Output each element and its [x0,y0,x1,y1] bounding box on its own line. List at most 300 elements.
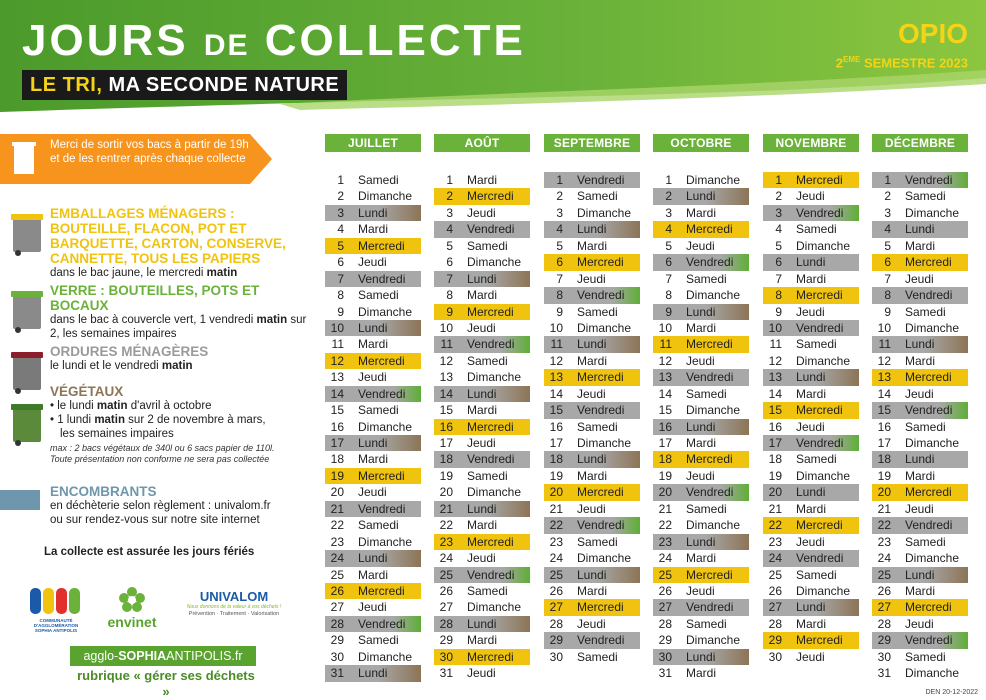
day-name: Samedi [358,403,399,418]
city-name: OPIO [897,18,968,49]
day-name: Mardi [796,386,827,401]
day-number: 10 [330,320,344,335]
day-name: Samedi [467,468,508,483]
day-row [544,172,640,188]
day-name: Lundi [905,222,935,237]
day-number: 10 [439,320,453,335]
day-name: Dimanche [577,205,632,220]
day-name: Mercredi [358,468,405,483]
day-name: Mercredi [686,337,733,352]
day-number: 16 [768,419,782,434]
day-number: 5 [446,238,453,253]
day-row [325,386,421,402]
day-number: 4 [665,222,672,237]
day-number: 8 [446,288,453,303]
day-row [872,336,968,352]
header-banner [0,0,986,120]
day-name: Jeudi [905,501,934,516]
day-number: 16 [658,419,672,434]
day-name: Lundi [686,304,716,319]
day-row [544,599,640,615]
day-number: 16 [549,419,563,434]
day-name: Lundi [358,320,388,335]
day-row [434,649,530,665]
day-name: Jeudi [467,666,496,681]
day-row [763,632,859,648]
day-row [872,320,968,336]
day-row [544,501,640,517]
day-name: Jeudi [686,468,715,483]
day-row [872,221,968,237]
day-number: 28 [330,616,344,631]
day-name: Mercredi [905,485,952,500]
day-name: Dimanche [686,403,741,418]
day-name: Vendredi [577,518,625,533]
day-name: Mercredi [905,255,952,270]
day-row [653,221,749,237]
day-number: 28 [768,616,782,631]
day-number: 4 [775,222,782,237]
day-name: Samedi [358,518,399,533]
day-name: Mardi [686,205,717,220]
day-row [872,254,968,270]
day-name: Samedi [796,222,837,237]
day-number: 9 [337,304,344,319]
green-lid-bin-icon [10,285,44,333]
day-row [544,254,640,270]
day-number: 18 [658,452,672,467]
day-row [653,583,749,599]
day-number: 26 [439,583,453,598]
day-row [325,188,421,204]
day-number: 27 [658,600,672,615]
partner-logos [28,584,288,632]
day-row [325,419,421,435]
day-name: Samedi [358,173,399,187]
day-row [325,550,421,566]
day-number: 29 [877,633,891,648]
day-row [653,451,749,467]
day-row [434,435,530,451]
day-name: Vendredi [905,173,953,187]
day-number: 2 [556,189,563,204]
day-number: 21 [658,501,672,516]
day-row [325,221,421,237]
day-number: 23 [877,534,891,549]
day-number: 12 [549,353,563,368]
day-name: Samedi [577,649,618,664]
day-number: 25 [768,567,782,582]
day-number: 14 [330,386,344,401]
day-name: Dimanche [796,583,851,598]
day-row [544,369,640,385]
day-row [653,468,749,484]
day-row [763,320,859,336]
day-row [653,320,749,336]
grey-bin-icon [10,346,44,394]
day-row [325,451,421,467]
day-number: 3 [556,205,563,220]
day-number: 6 [446,255,453,270]
day-row [872,468,968,484]
day-row [434,402,530,418]
day-name: Samedi [796,337,837,352]
day-number: 25 [439,567,453,582]
day-row [434,567,530,583]
day-name: Mardi [796,271,827,286]
month-column [872,134,968,681]
day-name: Vendredi [358,616,406,631]
month-column [434,134,530,681]
day-name: Vendredi [577,403,625,418]
day-name: Lundi [686,189,716,204]
day-number: 9 [556,304,563,319]
day-number: 12 [768,353,782,368]
day-row [763,287,859,303]
day-number: 16 [877,419,891,434]
day-row [763,501,859,517]
day-name: Dimanche [686,633,741,648]
rubrique-text: rubrique « gérer ses déchets » [77,668,255,699]
day-name: Dimanche [905,436,960,450]
day-row [544,567,640,583]
day-row [872,271,968,287]
day-number: 26 [330,583,344,598]
day-row [544,336,640,352]
day-name: Jeudi [796,534,825,549]
day-row [872,567,968,583]
green-waste-bin-icon [10,398,44,446]
day-row [872,205,968,221]
casa-caption: COMMUNAUTÉ D'AGGLOMÉRATION SOPHIA ANTIPOLIS [33,618,79,633]
day-row [325,501,421,517]
day-row [872,501,968,517]
day-name: Mardi [905,468,936,483]
day-number: 11 [769,337,782,352]
day-number: 4 [337,222,344,237]
day-number: 19 [658,468,672,483]
day-number: 5 [884,238,891,253]
day-name: Dimanche [686,288,741,303]
day-name: Samedi [905,189,946,204]
day-number: 21 [330,501,344,516]
day-row [653,435,749,451]
day-number: 8 [665,288,672,303]
day-row [653,386,749,402]
day-row [544,238,640,254]
day-name: Mardi [358,452,389,467]
day-number: 1 [556,173,563,187]
day-row [653,172,749,188]
day-number: 8 [556,288,563,303]
day-name: Dimanche [577,320,632,335]
day-row [872,649,968,665]
day-number: 20 [330,485,344,500]
day-number: 8 [337,288,344,303]
day-row [872,172,968,188]
day-name: Dimanche [686,518,741,533]
day-row [653,517,749,533]
day-row [544,484,640,500]
day-row [434,599,530,615]
day-row [763,386,859,402]
flower-icon [118,586,146,614]
day-row [325,599,421,615]
document-reference: DEN 20-12-2022 [925,689,978,696]
day-row [763,468,859,484]
day-number: 4 [884,222,891,237]
day-number: 13 [330,370,344,385]
month-header: JUILLET [325,134,421,152]
day-name: Dimanche [905,551,960,566]
day-number: 17 [439,436,453,450]
day-row [434,665,530,681]
day-row [544,468,640,484]
day-row [653,616,749,632]
day-name: Lundi [358,666,388,681]
day-row [434,386,530,402]
vegetaux-line-3: les semaines impaires [60,428,174,440]
day-name: Mardi [358,337,389,352]
day-name: Lundi [358,436,388,450]
day-name: Dimanche [686,173,741,187]
day-name: Lundi [577,222,607,237]
day-name: Vendredi [686,370,734,385]
day-name: Lundi [577,452,607,467]
day-list [763,172,859,665]
day-name: Mardi [467,633,498,648]
day-row [434,172,530,188]
day-number: 30 [330,649,344,664]
day-name: Mercredi [905,370,952,385]
day-row [872,599,968,615]
day-row [872,287,968,303]
day-row [653,632,749,648]
emballages-desc: dans le bac jaune, le mercredi matin [50,267,238,279]
day-number: 5 [556,238,563,253]
agglo-website-link[interactable]: agglo-SOPHIAANTIPOLIS.fr [70,646,256,666]
day-row [872,369,968,385]
day-name: Mercredi [796,633,843,648]
day-number: 16 [439,419,453,434]
day-number: 20 [658,485,672,500]
day-row [434,353,530,369]
holidays-note: La collecte est assurée les jours fériés [44,546,255,558]
day-name: Mercredi [358,238,405,253]
day-name: Dimanche [905,205,960,220]
day-name: Samedi [467,353,508,368]
day-row [653,567,749,583]
day-row [434,468,530,484]
day-number: 29 [658,633,672,648]
day-row [872,534,968,550]
day-number: 4 [556,222,563,237]
day-name: Mardi [686,436,717,450]
day-name: Mardi [905,353,936,368]
day-row [434,336,530,352]
day-number: 2 [446,189,453,204]
day-row [653,534,749,550]
day-row [653,254,749,270]
day-number: 29 [768,633,782,648]
day-row [763,369,859,385]
day-name: Samedi [796,567,837,582]
day-row [325,484,421,500]
day-name: Samedi [577,419,618,434]
day-number: 24 [330,551,344,566]
day-name: Lundi [577,337,607,352]
day-name: Jeudi [905,616,934,631]
day-number: 1 [665,173,672,187]
vegetaux-line-1: • le lundi matin d'avril à octobre [50,400,212,412]
day-name: Mardi [577,238,608,253]
day-row [653,599,749,615]
yellow-bin-icon [10,208,44,256]
day-row [434,583,530,599]
day-row [544,550,640,566]
day-row [653,649,749,665]
day-row [763,649,859,665]
day-row [653,369,749,385]
day-name: Jeudi [796,304,825,319]
day-name: Lundi [467,616,497,631]
day-number: 20 [439,485,453,500]
day-name: Dimanche [358,649,413,664]
day-number: 20 [549,485,563,500]
day-name: Mardi [467,288,498,303]
day-row [872,386,968,402]
day-number: 7 [884,271,891,286]
day-number: 25 [658,567,672,582]
day-row [434,271,530,287]
day-row [763,172,859,188]
day-number: 16 [330,419,344,434]
day-number: 15 [658,403,672,418]
day-number: 2 [775,189,782,204]
day-number: 6 [665,255,672,270]
day-name: Vendredi [467,337,515,352]
day-number: 26 [877,583,891,598]
day-name: Lundi [467,386,497,401]
day-number: 3 [775,205,782,220]
day-number: 15 [768,403,782,418]
day-number: 2 [884,189,891,204]
day-number: 18 [549,452,563,467]
day-name: Jeudi [686,353,715,368]
verre-title: VERRE : BOUTEILLES, POTS ET BOCAUX [50,283,260,313]
day-name: Mardi [796,501,827,516]
day-name: Vendredi [905,633,953,648]
day-number: 14 [439,386,453,401]
day-name: Jeudi [467,436,496,450]
day-row [653,205,749,221]
day-number: 5 [337,238,344,253]
vegetaux-note: max : 2 bacs végétaux de 340l ou 6 sacs papier de 110l. Toute présentation non conforme ne sera pas collectée [50,443,275,464]
day-name: Mardi [796,616,827,631]
day-number: 9 [884,304,891,319]
day-number: 14 [877,386,891,401]
day-name: Dimanche [467,255,522,270]
day-row [544,353,640,369]
day-name: Jeudi [796,649,825,664]
day-name: Mercredi [686,452,733,467]
day-number: 27 [768,600,782,615]
day-row [653,188,749,204]
day-number: 21 [549,501,563,516]
day-number: 15 [549,403,563,418]
day-number: 12 [330,353,344,368]
day-number: 10 [658,320,672,335]
day-number: 22 [768,518,782,533]
day-row [325,665,421,681]
day-number: 18 [439,452,453,467]
day-list [434,172,530,682]
day-name: Samedi [905,419,946,434]
day-name: Lundi [796,600,826,615]
day-name: Vendredi [686,485,734,500]
day-number: 8 [775,288,782,303]
day-row [544,386,640,402]
day-row [544,517,640,533]
day-list [325,172,421,682]
day-number: 23 [768,534,782,549]
day-row [653,550,749,566]
day-number: 3 [337,205,344,220]
day-number: 11 [878,337,891,352]
day-number: 7 [556,271,563,286]
day-row [763,353,859,369]
ordures-desc: le lundi et le vendredi matin [50,360,193,372]
day-row [325,534,421,550]
day-number: 22 [439,518,453,533]
day-number: 2 [337,189,344,204]
day-row [653,665,749,681]
day-row [544,304,640,320]
day-name: Jeudi [905,271,934,286]
day-row [434,451,530,467]
day-name: Vendredi [905,288,953,303]
day-name: Mardi [905,238,936,253]
day-name: Dimanche [358,419,413,434]
day-row [872,435,968,451]
day-name: Dimanche [358,304,413,319]
day-row [434,320,530,336]
day-number: 27 [877,600,891,615]
day-row [544,435,640,451]
day-number: 17 [330,436,344,450]
day-row [653,336,749,352]
day-number: 12 [439,353,453,368]
day-name: Vendredi [796,320,844,335]
day-name: Dimanche [796,468,851,483]
casa-logo [28,584,84,632]
day-name: Vendredi [467,452,515,467]
day-number: 17 [658,436,672,450]
day-name: Jeudi [358,485,387,500]
day-name: Dimanche [577,436,632,450]
day-number: 26 [768,583,782,598]
verre-desc: dans le bac à couvercle vert, 1 vendredi matin sur 2, les semaines impaires [50,314,307,340]
notice-text: Merci de sortir vos bacs à partir de 19h et de les rentrer après chaque collecte [50,139,249,165]
day-number: 31 [330,666,344,681]
day-name: Dimanche [796,353,851,368]
day-name: Samedi [686,271,727,286]
day-name: Lundi [686,649,716,664]
day-number: 21 [877,501,891,516]
encombrants-color-bar [0,490,40,510]
day-row [653,484,749,500]
day-row [763,238,859,254]
